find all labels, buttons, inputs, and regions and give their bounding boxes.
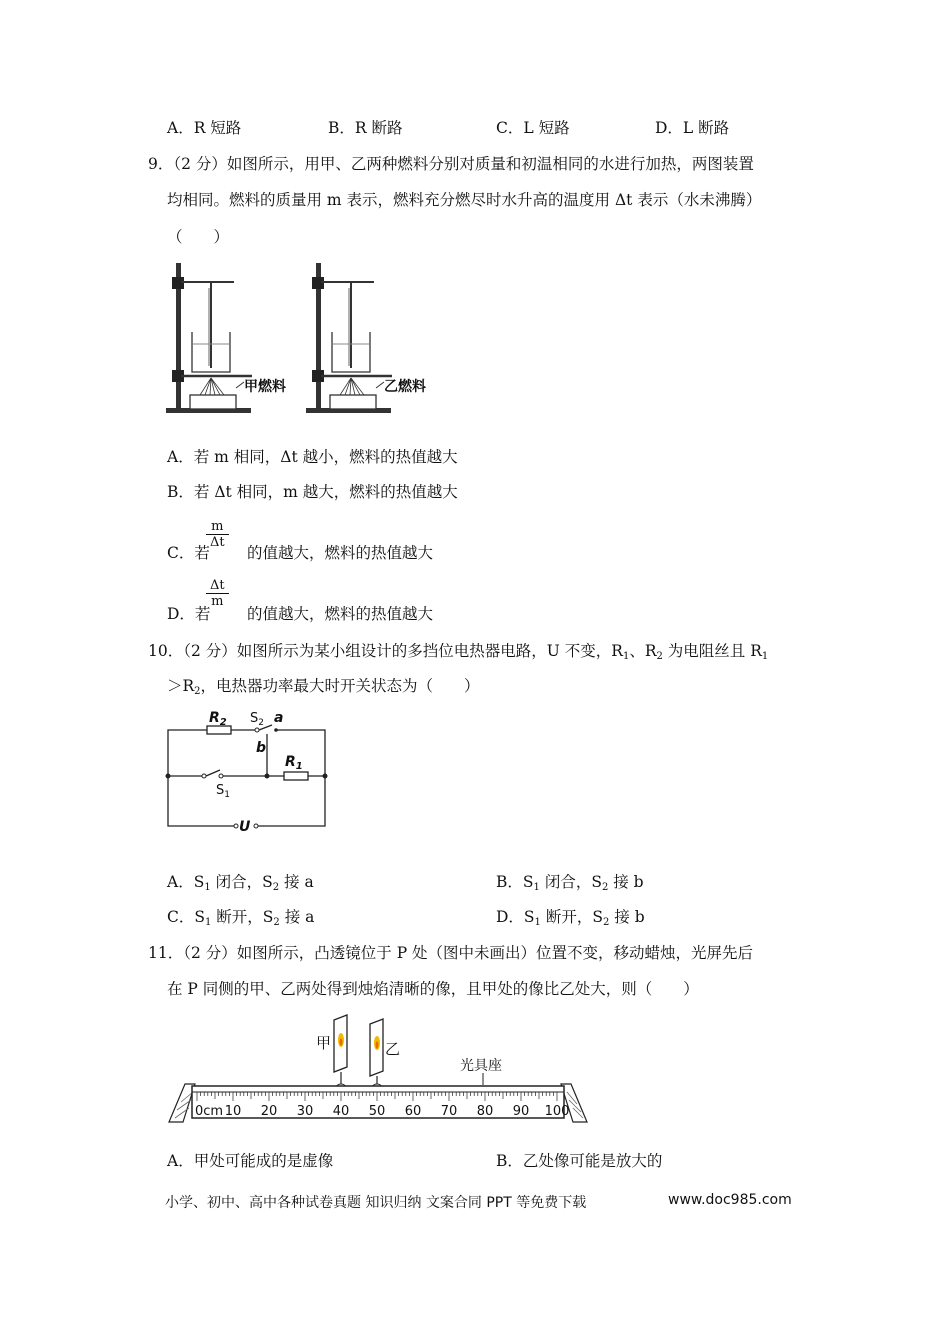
label-yi: 乙 xyxy=(385,1040,401,1058)
ruler-tick-label: 80 xyxy=(476,1104,494,1119)
ruler-tick-label: 30 xyxy=(296,1104,314,1119)
q9-option-c-fraction xyxy=(206,519,229,550)
q10-option-c: C．$S_1$ 断开，$S_2$ 接 a xyxy=(167,908,315,928)
q9-option-d-suffix: 的值越大，燃料的热值越大 xyxy=(247,605,434,623)
q9-stem-line1: 9．（2 分）如图所示，用甲、乙两种燃料分别对质量和初温相同的水进行加热，两图装置 xyxy=(148,155,754,173)
q8-option-a: A．R 短路 xyxy=(167,119,242,137)
fraction-denominator: Δt xyxy=(206,534,229,550)
ruler-tick-label: 10 xyxy=(224,1104,242,1119)
label-u: U xyxy=(239,819,251,835)
label-b: b xyxy=(256,740,267,756)
q9-option-d-prefix: D．若 xyxy=(167,605,211,623)
fraction-numerator: m xyxy=(211,519,224,534)
q9-option-c-prefix: C．若 xyxy=(167,544,210,562)
q9-answer-blank: （ ） xyxy=(167,228,230,246)
q11-stem-line1: 11．（2 分）如图所示，凸透镜位于 P 处（图中未画出）位置不变，移动蜡烛，光屏先后 xyxy=(148,944,754,962)
q11-option-b: B．乙处像可能是放大的 xyxy=(496,1152,663,1170)
ruler-tick-label: 50 xyxy=(368,1104,386,1119)
q10-stem-line1: 10．（2 分）如图所示为某小组设计的多挡位电热器电路，U 不变，$R_1$、$R_2$ 为电阻丝且 $R_1$ xyxy=(148,642,769,662)
stand-jia xyxy=(166,263,286,413)
q9-option-b: B．若 Δt 相同，m 越大，燃料的热值越大 xyxy=(167,483,458,501)
ruler-tick-label: 90 xyxy=(512,1104,530,1119)
q11-option-a: A．甲处可能成的是虚像 xyxy=(167,1152,334,1170)
label-r1: $R_1$ xyxy=(285,754,303,772)
label-yi-fuel: 乙燃料 xyxy=(384,379,426,395)
ruler-tick-label: 40 xyxy=(332,1104,350,1119)
ruler-tick-label: 60 xyxy=(404,1104,422,1119)
ruler-tick-label: 100 xyxy=(544,1104,570,1119)
label-optical-bench: 光具座 xyxy=(460,1058,502,1074)
label-jia-fuel: 甲燃料 xyxy=(244,379,286,395)
label-s1: $S_1$ xyxy=(216,783,230,800)
q9-heating-apparatus-figure xyxy=(160,258,460,423)
q10-option-a: A．$S_1$ 闭合，$S_2$ 接 a xyxy=(167,873,314,893)
label-s2: $S_2$ xyxy=(250,711,264,728)
label-r2: $R_2$ xyxy=(209,710,227,728)
ruler-tick-label: 0cm xyxy=(195,1104,224,1119)
q8-option-d: D．L 断路 xyxy=(655,119,730,137)
label-jia: 甲 xyxy=(316,1034,332,1052)
ruler-tick-label: 20 xyxy=(260,1104,278,1119)
footer-link[interactable]: www.doc985.com xyxy=(668,1192,792,1208)
q10-circuit-diagram xyxy=(160,706,335,835)
q8-option-c: C．L 短路 xyxy=(496,119,570,137)
q9-option-d-fraction xyxy=(206,578,229,609)
footer-text: 小学、初中、高中各种试卷真题 知识归纳 文案合同 PPT 等免费下载 xyxy=(165,1195,587,1211)
q8-option-b: B．R 断路 xyxy=(328,119,403,137)
q11-stem-line2: 在 P 同侧的甲、乙两处得到烛焰清晰的像，且甲处的像比乙处大，则（ ） xyxy=(167,980,699,998)
q10-option-d: D．$S_1$ 断开，$S_2$ 接 b xyxy=(496,908,645,928)
q9-option-a: A．若 m 相同，Δt 越小，燃料的热值越大 xyxy=(167,448,458,466)
fraction-denominator: m xyxy=(206,593,229,609)
q9-option-c-suffix: 的值越大，燃料的热值越大 xyxy=(247,544,434,562)
q10-stem-line2: $>R_2$，电热器功率最大时开关状态为（ ） xyxy=(167,677,480,697)
q10-option-b: B．$S_1$ 闭合，$S_2$ 接 b xyxy=(496,873,644,893)
ruler-tick-label: 70 xyxy=(440,1104,458,1119)
fraction-numerator: Δt xyxy=(210,578,225,593)
screen-yi xyxy=(370,1019,383,1090)
q9-stem-line2: 均相同。燃料的质量用 m 表示，燃料充分燃尽时水升高的温度用 Δt 表示（水未沸腾） xyxy=(167,191,762,209)
screen-jia xyxy=(334,1015,347,1090)
q11-optical-bench-figure xyxy=(165,1012,595,1127)
label-a: a xyxy=(274,710,284,726)
stand-yi xyxy=(306,263,426,413)
